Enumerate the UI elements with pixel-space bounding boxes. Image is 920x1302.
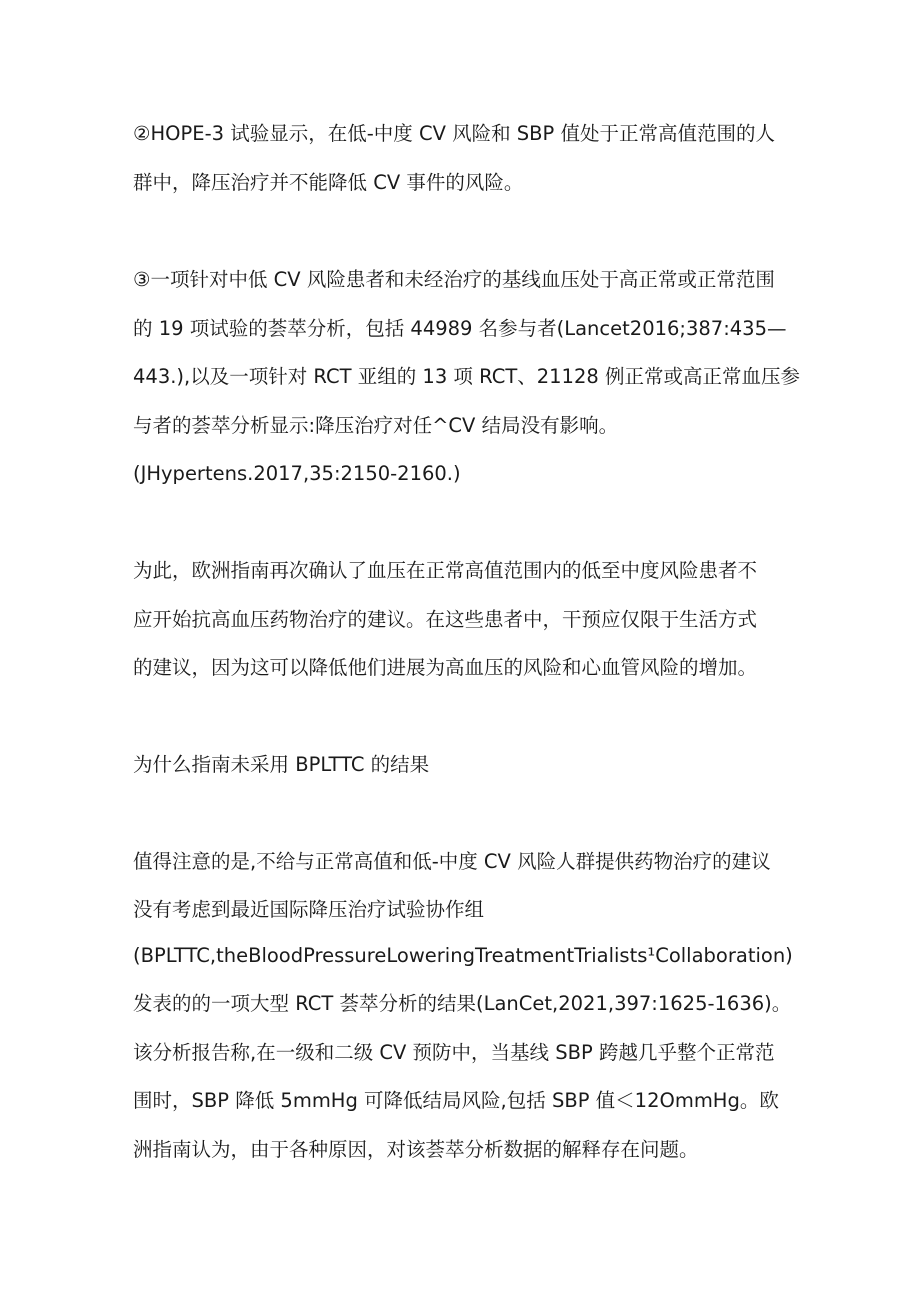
- paragraph-5-line-2: 没有考虑到最近国际降压治疗试验协作组: [133, 898, 485, 921]
- paragraph-2-line-4: 与者的荟萃分析显示:降压治疗对任^CV 结局没有影响。: [133, 414, 619, 437]
- paragraph-5-line-3: (BPLTTC,theBloodPressureLoweringTreatmentTrialists¹Collaboration): [133, 944, 793, 967]
- paragraph-1-line-2: 群中，降压治疗并不能降低 CV 事件的风险。: [133, 171, 524, 194]
- paragraph-2-line-2: 的 19 项试验的荟萃分析，包括 44989 名参与者(Lancet2016;387:435—: [133, 317, 787, 340]
- paragraph-5-line-5: 该分析报告称,在一级和二级 CV 预防中，当基线 SBP 跨越几乎整个正常范: [133, 1041, 775, 1064]
- paragraph-5-line-6: 围时，SBP 降低 5mmHg 可降低结局风险,包括 SBP 值＜12OmmHg。欧: [133, 1089, 779, 1112]
- paragraph-3-line-3: 的建议，因为这可以降低他们进展为高血压的风险和心血管风险的增加。: [133, 656, 758, 679]
- paragraph-5-line-4: 发表的的一项大型 RCT 荟萃分析的结果(LanCet,2021,397:1625-1636)。: [133, 992, 792, 1015]
- paragraph-2-line-3: 443.),以及一项针对 RCT 亚组的 13 项 RCT、21128 例正常或高正常血压参: [133, 365, 800, 388]
- paragraph-3-line-1: 为此，欧洲指南再次确认了血压在正常高值范围内的低至中度风险患者不: [133, 559, 758, 582]
- paragraph-5-line-7: 洲指南认为，由于各种原因，对该荟萃分析数据的解释存在问题。: [133, 1138, 699, 1161]
- section-heading: 为什么指南未采用 BPLTTC 的结果: [133, 753, 430, 776]
- paragraph-2-line-1: ③一项针对中低 CV 风险患者和未经治疗的基线血压处于高正常或正常范围: [133, 268, 775, 291]
- paragraph-2-line-5: (JHypertens.2017,35:2150-2160.): [133, 462, 461, 485]
- paragraph-5-line-1: 值得注意的是,不给与正常高值和低-中度 CV 风险人群提供药物治疗的建议: [133, 850, 771, 873]
- paragraph-1-line-1: ②HOPE-3 试验显示，在低-中度 CV 风险和 SBP 值处于正常高值范围的人: [133, 122, 776, 145]
- paragraph-3-line-2: 应开始抗高血压药物治疗的建议。在这些患者中，干预应仅限于生活方式: [133, 608, 758, 631]
